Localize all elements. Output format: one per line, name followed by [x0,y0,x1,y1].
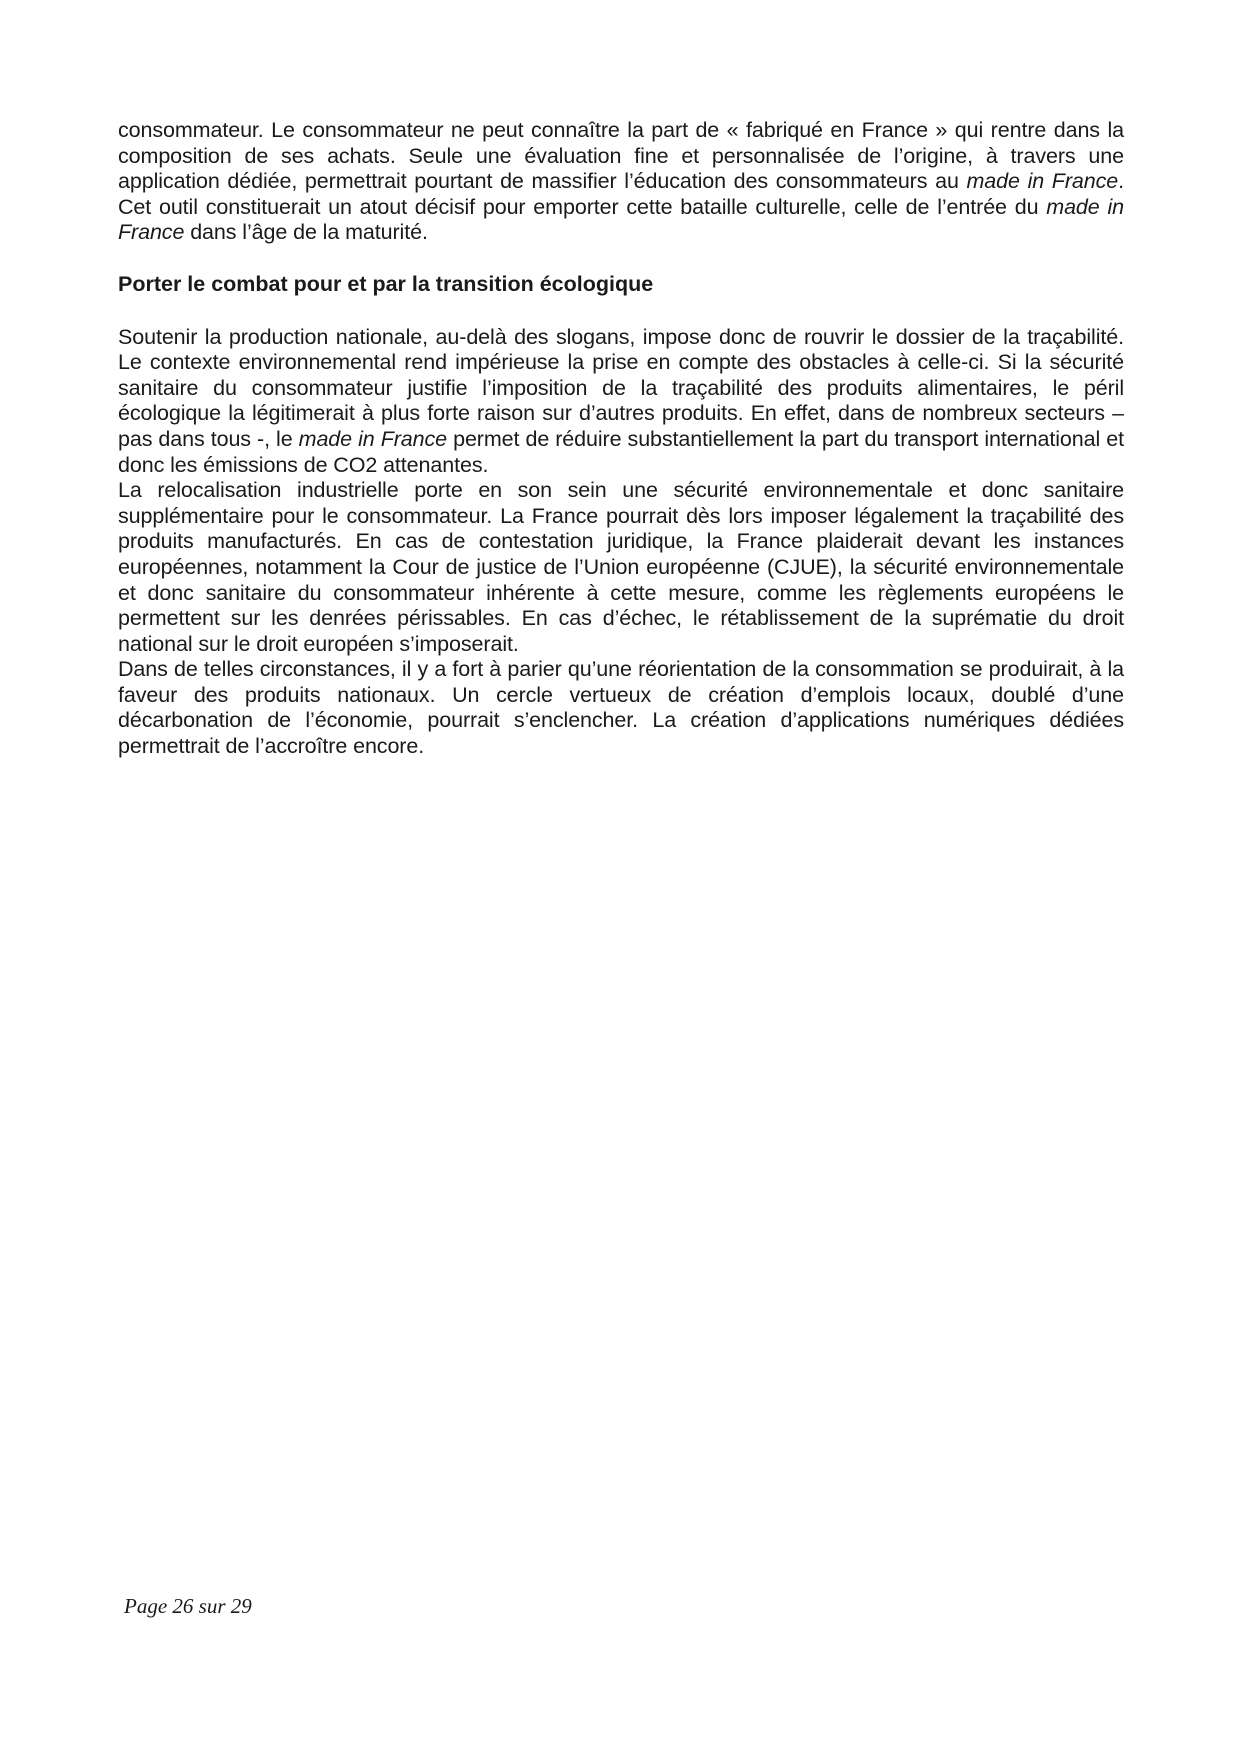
section-paragraph-2: La relocalisation industrielle porte en son sein une sécurité environnementale et donc sanitaire supplémentaire pour le consommateur. La France pourrait dès lors imposer légalement la traçabilité des produits manufacturés. En cas de contestation juridique, la France plaiderait devant les instances européennes, notamment la Cour de justice de l’Union européenne (CJUE), la sécurité environnementale et donc sanitaire du consommateur inhérente à cette mesure, comme les règlements européens le permettent sur les denrées périssables. En cas d’échec, le rétablissement de la suprématie du droit national sur le droit européen s’imposerait. [118,478,1124,656]
intro-text-part-3: dans l’âge de la maturité. [184,220,428,245]
page-body [118,118,1124,760]
section-paragraph-1 [118,325,1124,479]
section-paragraph-3: Dans de telles circonstances, il y a fort à parier qu’une réorientation de la consommation se produirait, à la faveur des produits nationaux. Un cercle vertueux de création d’emplois locaux, doublé d’une décarbonation de l’économie, pourrait s’enclencher. La création d’applications numériques dédiées permettrait de l’accroître encore. [118,657,1124,759]
section-heading: Porter le combat pour et par la transition écologique [118,271,654,296]
intro-emphasis-1: made in France [966,169,1119,194]
intro-emphasis-2: made in France [118,194,1124,245]
section-p1-text-part-2: permet de réduire substantiellement la part du transport international et donc les émissions de CO2 attenantes. [118,426,1124,477]
page-number-footer: Page 26 sur 29 [124,1594,252,1618]
intro-text-part-1: consommateur. Le consommateur ne peut connaître la part de « fabriqué en France » qui rentre dans la composition de ses achats. Seule une évaluation fine et personnalisée de l’origine, à travers une application dédiée, permettrait pourtant de massifier l’éducation des consommateurs au [118,118,1124,194]
section-p1-text-part-1: Soutenir la production nationale, au-delà des slogans, impose donc de rouvrir le dossier de la traçabilité. Le contexte environnemental rend impérieuse la prise en compte des obstacles à celle-ci. Si la sécurité sanitaire du consommateur justifie l’imposition de la traçabilité des produits alimentaires, le péril écologique la légitimerait à plus forte raison sur d’autres produits. En effet, dans de nombreux secteurs – pas dans tous -, le [118,324,1124,451]
intro-text-part-2: . Cet outil constituerait un atout décisif pour emporter cette bataille culturelle, celle de l’entrée du [118,169,1124,219]
section-p1-emphasis: made in France [298,426,448,451]
intro-paragraph [118,118,1124,246]
